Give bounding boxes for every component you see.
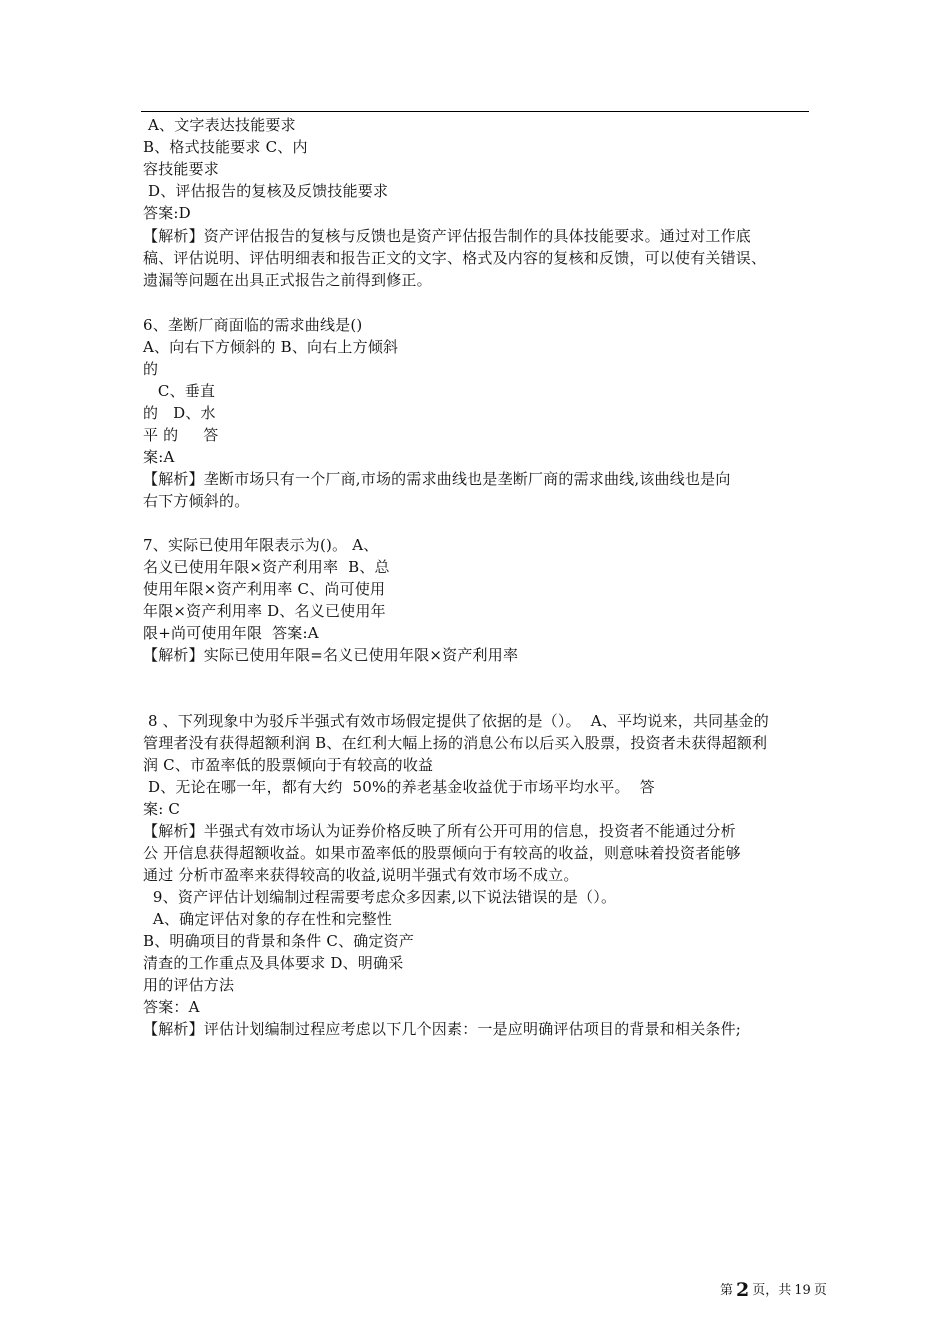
text-line: 的 (143, 360, 159, 378)
total-page-number: 19 (794, 1283, 811, 1298)
text-line: 7、实际已使用年限表示为()。 A、 (143, 536, 379, 554)
text-line: 8 、下列现象中为驳斥半强式有效市场假定提供了依据的是（）。 A、平均说来，共同基金的 (143, 712, 769, 730)
text-line: A、确定评估对象的存在性和完整性 (143, 910, 392, 928)
footer-middle: 页，共 (752, 1283, 792, 1298)
text-line: 年限×资产利用率 D、名义已使用年 (143, 602, 386, 620)
text-line: A、向右下方倾斜的 B、向右上方倾斜 (143, 338, 399, 356)
text-line: 名义已使用年限×资产利用率 B、总 (143, 558, 390, 576)
header-rule (141, 111, 809, 112)
text-line: 公 开信息获得超额收益。如果市盈率低的股票倾向于有较高的收益，则意味着投资者能够 (143, 844, 741, 862)
text-line: 9、资产评估计划编制过程需要考虑众多因素,以下说法错误的是（）。 (143, 888, 617, 906)
text-line: B、格式技能要求 C、内 (143, 138, 308, 156)
text-line: 容技能要求 (143, 160, 220, 178)
text-line: 【解析】半强式有效市场认为证券价格反映了所有公开可用的信息，投资者不能通过分析 (143, 822, 736, 840)
text-line: 润 C、市盈率低的股票倾向于有较高的收益 (143, 756, 434, 774)
text-line: 答案：A (143, 998, 200, 1016)
text-line: 稿、评估说明、评估明细表和报告正文的文字、格式及内容的复核和反馈，可以使有关错误、 (143, 249, 767, 267)
text-line: 右下方倾斜的。 (143, 492, 250, 510)
text-line: 【解析】评估计划编制过程应考虑以下几个因素：一是应明确评估项目的背景和相关条件; (143, 1020, 742, 1038)
text-line: 平 的 答 (143, 426, 219, 444)
footer-prefix: 第 (720, 1283, 734, 1298)
text-line: C、垂直 (143, 382, 216, 400)
text-line: A、文字表达技能要求 (143, 116, 296, 134)
text-line: 管理者没有获得超额利润 B、在红利大幅上扬的消息公布以后买入股票，投资者未获得超额利 (143, 734, 768, 752)
text-line: 遗漏等问题在出具正式报告之前得到修正。 (143, 271, 432, 289)
text-line: 的 D、水 (143, 404, 216, 422)
text-line: 使用年限×资产利用率 C、尚可使用 (143, 580, 386, 598)
text-line: D、无论在哪一年，都有大约 50%的养老基金收益优于市场平均水平。 答 (143, 778, 655, 796)
text-line: 通过 分析市盈率来获得较高的收益,说明半强式有效市场不成立。 (143, 866, 579, 884)
text-line: 限+尚可使用年限 答案:A (143, 624, 319, 642)
text-line: 案: C (143, 800, 181, 818)
text-line: B、明确项目的背景和条件 C、确定资产 (143, 932, 415, 950)
text-line: 6、垄断厂商面临的需求曲线是() (143, 316, 363, 334)
text-line: 【解析】垄断市场只有一个厂商,市场的需求曲线也是垄断厂商的需求曲线,该曲线也是向 (143, 470, 731, 488)
text-line: 案:A (143, 448, 175, 466)
text-line: D、评估报告的复核及反馈技能要求 (143, 182, 389, 200)
text-line: 【解析】资产评估报告的复核与反馈也是资产评估报告制作的具体技能要求。通过对工作底 (143, 227, 752, 245)
page-footer (720, 1279, 827, 1302)
text-line: 清查的工作重点及具体要求 D、明确采 (143, 954, 404, 972)
text-line: 答案:D (143, 204, 191, 222)
footer-suffix: 页 (813, 1283, 827, 1298)
text-line: 【解析】实际已使用年限=名义已使用年限×资产利用率 (143, 646, 519, 664)
text-line: 用的评估方法 (143, 976, 235, 994)
current-page-number: 2 (736, 1279, 750, 1301)
